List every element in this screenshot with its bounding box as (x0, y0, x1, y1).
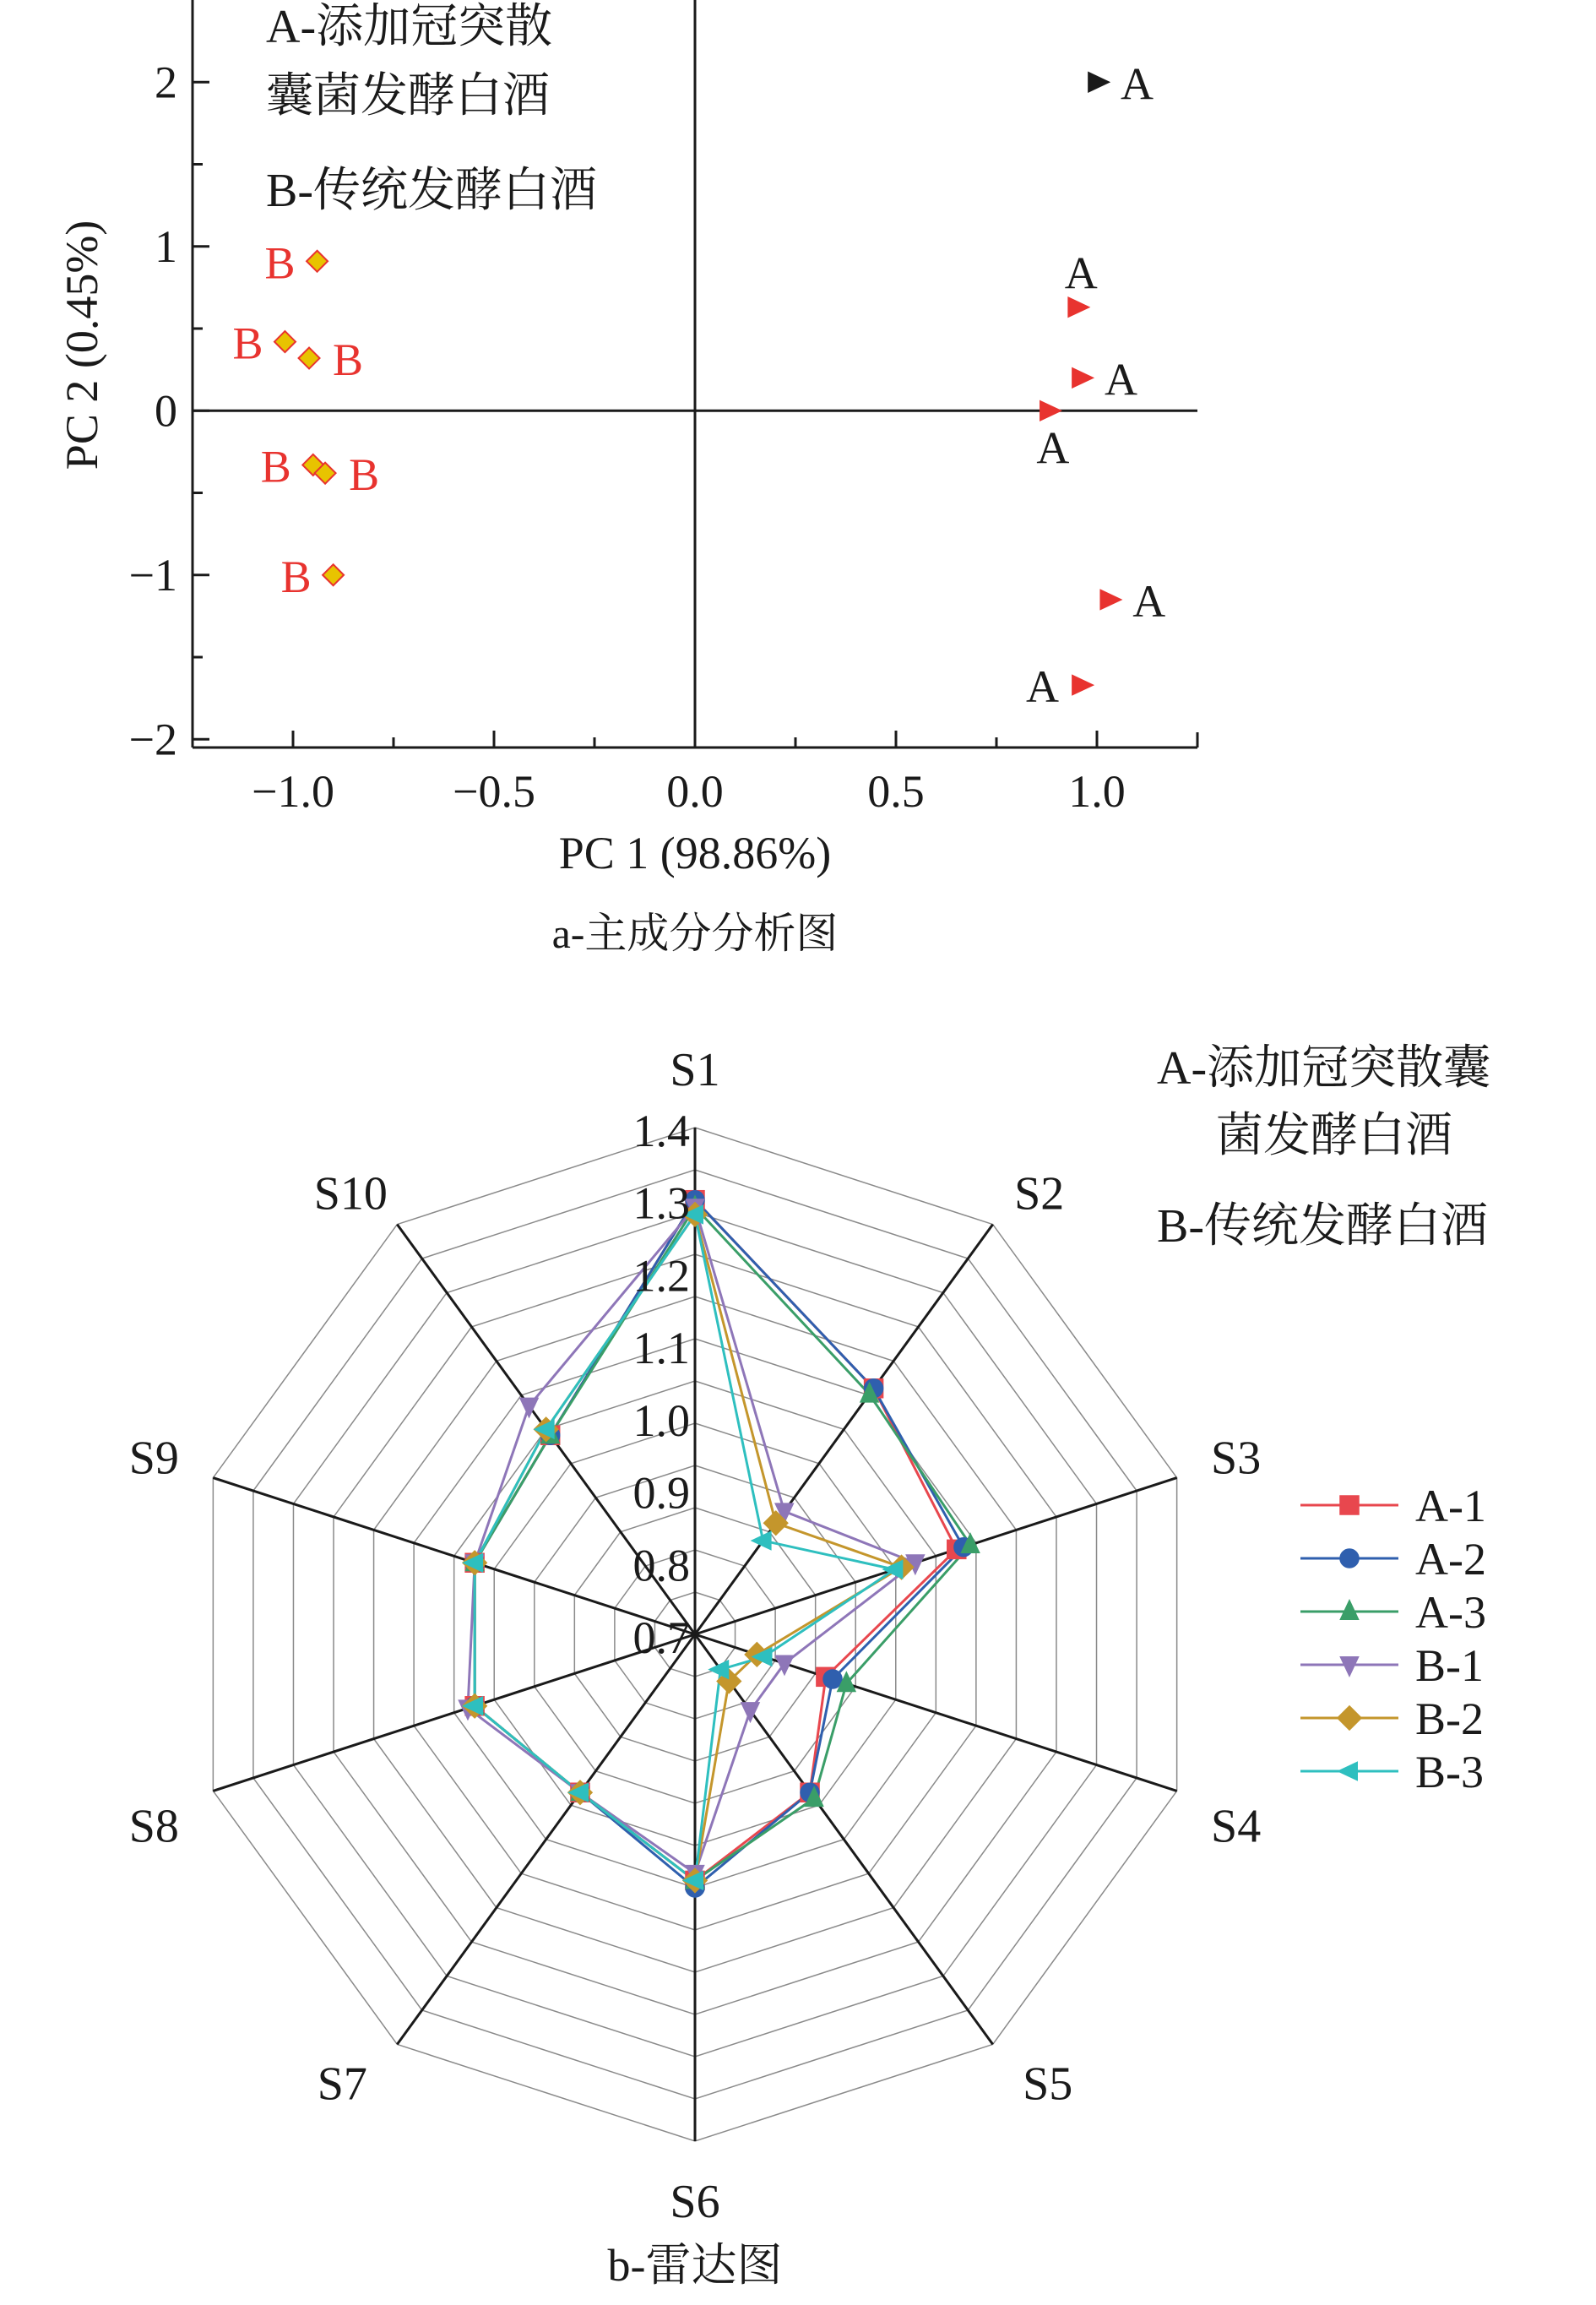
radar-r-tick-label: 1.2 (632, 1250, 690, 1302)
pca-point-A (1040, 401, 1061, 421)
radar-caption: b-雷达图 (607, 2240, 783, 2291)
radar-r-tick-label: 1.3 (632, 1177, 690, 1229)
radar-legend-label: B-3 (1415, 1747, 1484, 1797)
pca-point-label: A (1121, 58, 1154, 110)
pca-x-tick-label: 1.0 (1068, 766, 1126, 817)
radar-legend-label: A-1 (1415, 1481, 1486, 1531)
pca-point-B (323, 564, 344, 585)
radar-legend-marker-A-3 (1340, 1601, 1358, 1619)
radar-r-tick-label: 1.0 (632, 1394, 690, 1446)
pca-point-label: A (1036, 422, 1070, 474)
radar-axis-label: S7 (317, 2058, 367, 2111)
radar-r-tick-label: 0.9 (632, 1467, 690, 1519)
radar-r-tick-label: 0.7 (632, 1612, 690, 1663)
radar-legend-label: A-2 (1415, 1534, 1486, 1585)
pca-point-label: B (349, 449, 380, 501)
pca-y-axis-title: PC 2 (0.45%) (57, 220, 107, 470)
pca-point-label: A (1064, 247, 1098, 299)
radar-legend-marker-B-2 (1338, 1706, 1361, 1730)
radar-axis-label: S5 (1023, 2058, 1073, 2111)
radar-r-tick-label: 0.8 (632, 1540, 690, 1591)
pca-point-A (1100, 590, 1121, 609)
radar-legend-label: B-1 (1415, 1640, 1484, 1691)
pca-point-label: A (1025, 661, 1059, 713)
pca-point-B (274, 331, 296, 352)
pca-point-label: B (280, 551, 312, 602)
pca-y-tick-label: −2 (128, 714, 177, 765)
pca-y-tick-label: 1 (155, 220, 177, 272)
pca-point-A (1088, 73, 1109, 92)
pca-point-label: B (333, 334, 364, 386)
radar-spoke (397, 1634, 695, 2044)
radar-r-tick-label: 1.4 (632, 1106, 690, 1156)
radar-axis-label: S1 (670, 1044, 720, 1096)
radar-series-line-B-1 (468, 1207, 915, 1873)
radar-legend-text: 菌发酵白酒 (1216, 1110, 1452, 1162)
radar-axis-label: S3 (1211, 1432, 1262, 1485)
radar-legend-marker-B-1 (1340, 1657, 1358, 1676)
radar-axis-label: S4 (1211, 1800, 1262, 1853)
radar-series-line-A-3 (475, 1207, 970, 1880)
radar-legend-marker-A-1 (1340, 1496, 1359, 1514)
pca-caption: a-主成分分析图 (551, 910, 839, 957)
pca-point-label: B (232, 318, 263, 369)
pca-point-B (307, 251, 328, 272)
radar-point-A-2 (823, 1670, 842, 1688)
pca-x-tick-label: −0.5 (453, 766, 535, 817)
pca-legend-text: 囊菌发酵白酒 (266, 70, 550, 122)
radar-legend-text: B-传统发酵白酒 (1157, 1200, 1488, 1253)
pca-chart (57, 0, 1197, 878)
pca-point-label: A (1104, 354, 1137, 405)
radar-series-group (459, 1191, 979, 1897)
pca-x-tick-label: 0.0 (666, 766, 724, 817)
radar-legend-marker-A-2 (1340, 1549, 1359, 1568)
radar-r-tick-label: 1.1 (632, 1323, 690, 1374)
radar-axis-label: S2 (1014, 1167, 1065, 1220)
pca-legend-text: A-添加冠突散 (266, 1, 553, 53)
pca-x-tick-label: 0.5 (867, 766, 925, 817)
radar-legend-label: A-3 (1415, 1587, 1486, 1638)
pca-legend-text: B-传统发酵白酒 (266, 165, 597, 217)
radar-chart (129, 1042, 1490, 2228)
radar-axis-label: S8 (128, 1800, 179, 1853)
radar-legend-text: A-添加冠突散囊 (1157, 1042, 1491, 1095)
pca-y-tick-label: 0 (155, 385, 177, 437)
radar-legend-marker-B-3 (1338, 1762, 1357, 1780)
radar-axis-label: S9 (128, 1432, 179, 1485)
radar-axis-label: S6 (670, 2176, 720, 2228)
pca-y-tick-label: 2 (155, 57, 177, 108)
pca-point-label: A (1132, 575, 1166, 627)
radar-legend-label: B-2 (1415, 1693, 1484, 1744)
pca-point-A (1068, 297, 1088, 317)
pca-x-tick-label: −1.0 (252, 766, 334, 817)
pca-point-label: B (260, 441, 291, 492)
pca-y-tick-label: −1 (128, 549, 177, 601)
pca-x-axis-title: PC 1 (98.86%) (558, 828, 832, 878)
radar-axis-label: S10 (313, 1167, 388, 1220)
pca-point-B (299, 348, 320, 369)
pca-point-label: B (264, 237, 296, 289)
pca-point-A (1072, 368, 1093, 388)
pca-point-A (1072, 676, 1093, 695)
